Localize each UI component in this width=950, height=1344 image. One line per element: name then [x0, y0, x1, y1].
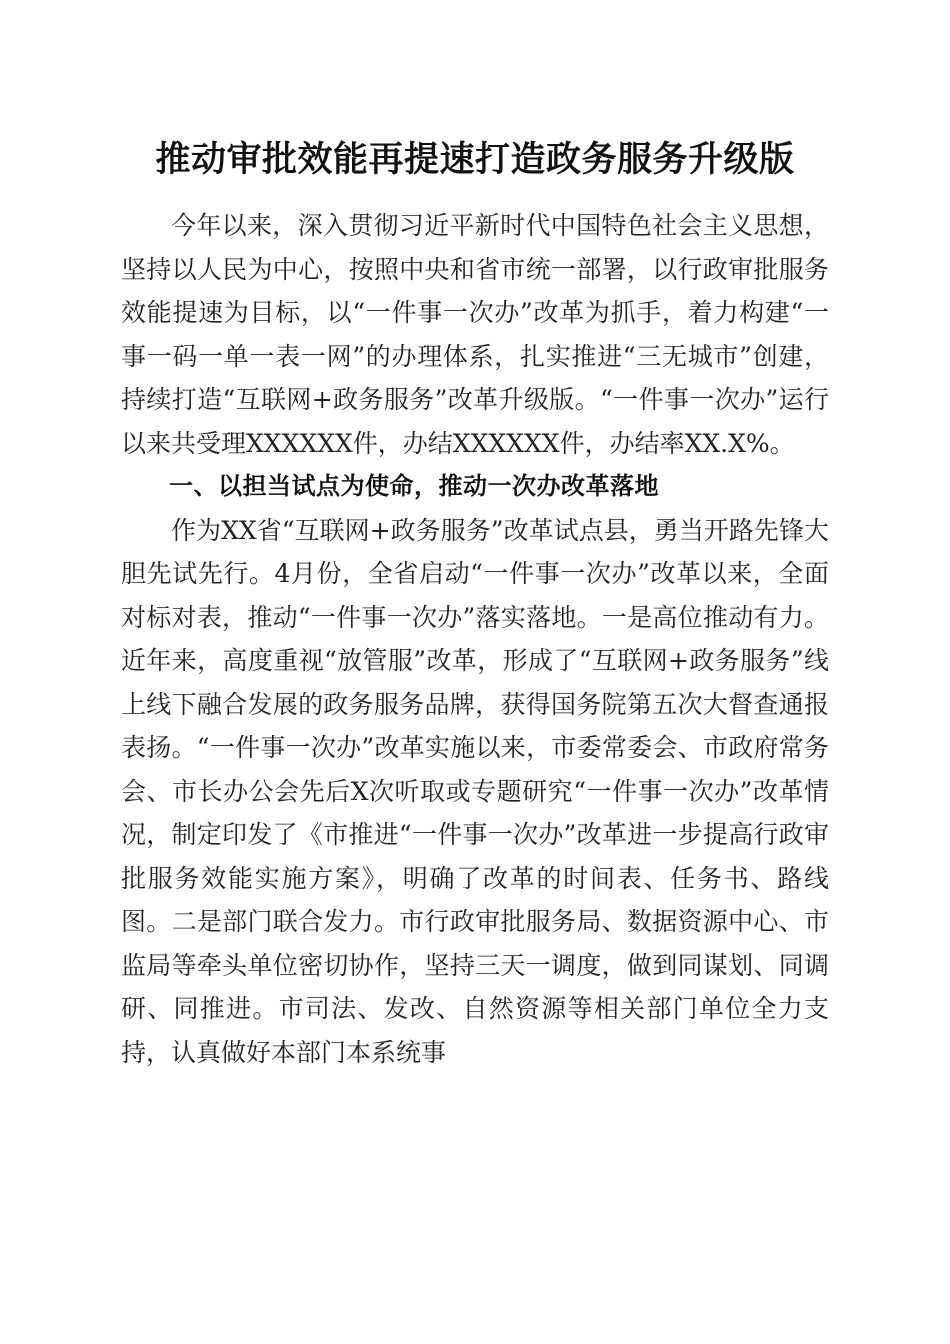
document-title: 推动审批效能再提速打造政务服务升级版	[155, 139, 795, 180]
section-1-heading: 一、以担当试点为使命，推动一次办改革落地	[169, 472, 659, 500]
document-body	[121, 204, 829, 1074]
intro-paragraph: 今年以来，深入贯彻习近平新时代中国特色社会主义思想，坚持以人民为中心，按照中央和省市统一部署，以行政审批服务效能提速为目标，以“一件事一次办”改革为抓手，着力构建“一事一码一单一表一网”的办理体系，扎实推进“三无城市”创建，持续打造“互联网+政务服务”改革升级版。“一件事一次办”运行以来共受理XXXXXX件，办结XXXXXX件，办结率XX.X%。	[121, 211, 829, 458]
section-1-paragraph: 作为XX省“互联网+政务服务”改革试点县，勇当开路先锋大胆先试先行。4月份，全省启动“一件事一次办”改革以来，全面对标对表，推动“一件事一次办”落实落地。一是高位推动有力。近年来，高度重视“放管服”改革，形成了“互联网+政务服务”线上线下融合发展的政务服务品牌，获得国务院第五次大督查通报表扬。“一件事一次办”改革实施以来，市委常委会、市政府常务会、市长办公会先后X次听取或专题研究“一件事一次办”改革情况，制定印发了《市推进“一件事一次办”改革进一步提高行政审批服务效能实施方案》，明确了改革的时间表、任务书、路线图。二是部门联合发力。市行政审批服务局、数据资源中心、市监局等牵头单位密切协作，坚持三天一调度，做到同谋划、同调研、同推进。市司法、发改、自然资源等相关部门单位全力支持，认真做好本部门本系统事	[121, 515, 829, 1067]
